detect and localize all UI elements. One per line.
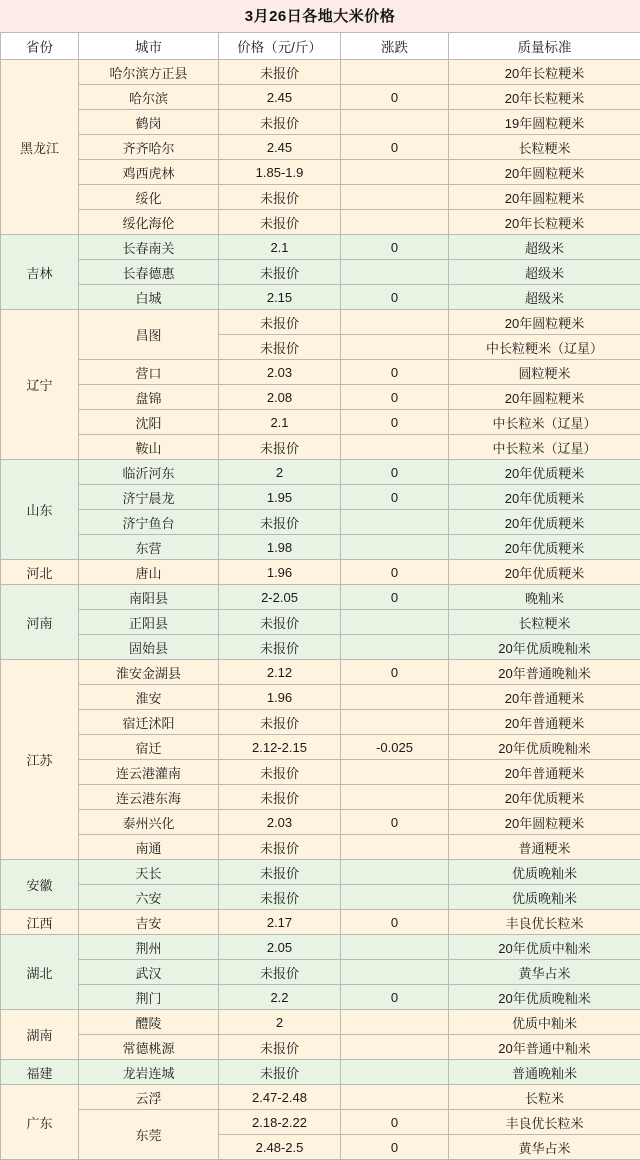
change-cell	[341, 860, 449, 885]
table-row	[1, 185, 640, 210]
city-cell: 南阳县	[79, 585, 219, 610]
standard-cell: 20年普通粳米	[449, 760, 640, 785]
province-cell: 湖南	[1, 1010, 79, 1060]
standard-cell: 20年优质粳米	[449, 485, 640, 510]
change-cell: 0	[341, 585, 449, 610]
price-cell: 未报价	[219, 1060, 341, 1085]
table-row	[1, 835, 640, 860]
table-row	[1, 610, 640, 635]
price-cell: 未报价	[219, 185, 341, 210]
table-row	[1, 360, 640, 385]
standard-cell: 20年普通中籼米	[449, 1035, 640, 1060]
column-header-city: 城市	[79, 33, 219, 60]
table-row	[1, 85, 640, 110]
province-cell: 江西	[1, 910, 79, 935]
province-cell: 河南	[1, 585, 79, 660]
province-cell: 吉林	[1, 235, 79, 310]
price-cell: 2	[219, 460, 341, 485]
table-body	[1, 60, 640, 1160]
price-cell: 2.47-2.48	[219, 1085, 341, 1110]
city-cell: 常德桃源	[79, 1035, 219, 1060]
change-cell	[341, 1035, 449, 1060]
standard-cell: 20年优质粳米	[449, 785, 640, 810]
change-cell	[341, 310, 449, 335]
change-cell	[341, 685, 449, 710]
change-cell	[341, 210, 449, 235]
city-cell: 淮安金湖县	[79, 660, 219, 685]
city-cell: 泰州兴化	[79, 810, 219, 835]
standard-cell: 20年圆粒粳米	[449, 810, 640, 835]
price-cell: 未报价	[219, 860, 341, 885]
table-row	[1, 635, 640, 660]
table-row	[1, 710, 640, 735]
table-row	[1, 685, 640, 710]
standard-cell: 丰良优长粒米	[449, 910, 640, 935]
price-cell: 未报价	[219, 635, 341, 660]
table-row	[1, 210, 640, 235]
change-cell	[341, 885, 449, 910]
city-cell: 白城	[79, 285, 219, 310]
price-cell: 未报价	[219, 310, 341, 335]
table-header-row	[1, 33, 640, 60]
standard-cell: 中长粒米（辽星）	[449, 435, 640, 460]
city-cell: 济宁鱼台	[79, 510, 219, 535]
price-cell: 2.1	[219, 235, 341, 260]
standard-cell: 长粒粳米	[449, 610, 640, 635]
standard-cell: 20年长粒粳米	[449, 85, 640, 110]
price-cell: 2.08	[219, 385, 341, 410]
standard-cell: 20年圆粒粳米	[449, 160, 640, 185]
standard-cell: 20年优质粳米	[449, 510, 640, 535]
table-row	[1, 310, 640, 335]
price-cell: 1.96	[219, 685, 341, 710]
change-cell	[341, 260, 449, 285]
standard-cell: 中长粒粳米（辽星）	[449, 335, 640, 360]
city-cell: 连云港东海	[79, 785, 219, 810]
rice-price-table	[0, 32, 640, 1160]
city-cell: 吉安	[79, 910, 219, 935]
price-cell: 未报价	[219, 1035, 341, 1060]
city-cell: 天长	[79, 860, 219, 885]
province-cell: 黑龙江	[1, 60, 79, 235]
price-cell: 1.98	[219, 535, 341, 560]
province-cell: 辽宁	[1, 310, 79, 460]
city-cell: 营口	[79, 360, 219, 385]
change-cell: 0	[341, 485, 449, 510]
table-row	[1, 785, 640, 810]
price-cell: 未报价	[219, 210, 341, 235]
change-cell	[341, 835, 449, 860]
change-cell: 0	[341, 235, 449, 260]
city-cell: 南通	[79, 835, 219, 860]
table-row	[1, 385, 640, 410]
standard-cell: 20年优质晚籼米	[449, 985, 640, 1010]
city-cell: 哈尔滨	[79, 85, 219, 110]
table-row	[1, 235, 640, 260]
standard-cell: 优质晚籼米	[449, 885, 640, 910]
standard-cell: 超级米	[449, 260, 640, 285]
standard-cell: 黄华占米	[449, 1135, 640, 1160]
standard-cell: 20年优质粳米	[449, 560, 640, 585]
change-cell	[341, 435, 449, 460]
price-cell: 2.45	[219, 85, 341, 110]
change-cell: 0	[341, 135, 449, 160]
city-cell: 沈阳	[79, 410, 219, 435]
city-cell: 临沂河东	[79, 460, 219, 485]
standard-cell: 中长粒米（辽星）	[449, 410, 640, 435]
change-cell	[341, 1085, 449, 1110]
change-cell	[341, 935, 449, 960]
change-cell: 0	[341, 810, 449, 835]
standard-cell: 20年长粒粳米	[449, 210, 640, 235]
city-cell: 正阳县	[79, 610, 219, 635]
city-cell: 鞍山	[79, 435, 219, 460]
price-cell: 2-2.05	[219, 585, 341, 610]
city-cell: 济宁晨龙	[79, 485, 219, 510]
table-row	[1, 760, 640, 785]
price-cell: 未报价	[219, 260, 341, 285]
standard-cell: 黄华占米	[449, 960, 640, 985]
price-cell: 2	[219, 1010, 341, 1035]
standard-cell: 长粒米	[449, 1085, 640, 1110]
price-cell: 1.95	[219, 485, 341, 510]
table-row	[1, 1085, 640, 1110]
table-row	[1, 660, 640, 685]
city-cell: 醴陵	[79, 1010, 219, 1035]
table-row	[1, 735, 640, 760]
table-row	[1, 1060, 640, 1085]
price-cell: 未报价	[219, 510, 341, 535]
table-row	[1, 985, 640, 1010]
price-cell: 未报价	[219, 835, 341, 860]
standard-cell: 优质晚籼米	[449, 860, 640, 885]
city-cell: 荆州	[79, 935, 219, 960]
province-cell: 江苏	[1, 660, 79, 860]
table-row	[1, 160, 640, 185]
change-cell	[341, 760, 449, 785]
table-row	[1, 1110, 640, 1135]
standard-cell: 20年优质中籼米	[449, 935, 640, 960]
change-cell	[341, 785, 449, 810]
column-header-change: 涨跌	[341, 33, 449, 60]
city-cell: 唐山	[79, 560, 219, 585]
table-row	[1, 535, 640, 560]
price-cell: 未报价	[219, 710, 341, 735]
city-cell: 六安	[79, 885, 219, 910]
city-cell: 长春德惠	[79, 260, 219, 285]
table-row	[1, 860, 640, 885]
price-cell: 2.45	[219, 135, 341, 160]
province-cell: 广东	[1, 1085, 79, 1160]
change-cell	[341, 710, 449, 735]
change-cell	[341, 510, 449, 535]
table-row	[1, 960, 640, 985]
price-cell: 未报价	[219, 435, 341, 460]
table-row	[1, 585, 640, 610]
change-cell	[341, 60, 449, 85]
city-cell: 昌图	[79, 310, 219, 360]
table-row	[1, 285, 640, 310]
standard-cell: 圆粒粳米	[449, 360, 640, 385]
price-cell: 2.48-2.5	[219, 1135, 341, 1160]
table-row	[1, 60, 640, 85]
column-header-standard: 质量标准	[449, 33, 640, 60]
change-cell: 0	[341, 985, 449, 1010]
standard-cell: 20年普通粳米	[449, 710, 640, 735]
price-cell: 2.15	[219, 285, 341, 310]
price-cell: 未报价	[219, 960, 341, 985]
table-row	[1, 410, 640, 435]
province-cell: 福建	[1, 1060, 79, 1085]
city-cell: 东营	[79, 535, 219, 560]
price-cell: 2.17	[219, 910, 341, 935]
standard-cell: 19年圆粒粳米	[449, 110, 640, 135]
price-cell: 2.03	[219, 810, 341, 835]
price-cell: 未报价	[219, 60, 341, 85]
change-cell	[341, 960, 449, 985]
city-cell: 鹤岗	[79, 110, 219, 135]
price-cell: 1.85-1.9	[219, 160, 341, 185]
change-cell: 0	[341, 285, 449, 310]
table-row	[1, 810, 640, 835]
change-cell: 0	[341, 660, 449, 685]
city-cell: 云浮	[79, 1085, 219, 1110]
table-header	[1, 33, 640, 60]
standard-cell: 普通粳米	[449, 835, 640, 860]
city-cell: 淮安	[79, 685, 219, 710]
standard-cell: 普通晚籼米	[449, 1060, 640, 1085]
standard-cell: 长粒粳米	[449, 135, 640, 160]
change-cell: 0	[341, 910, 449, 935]
province-cell: 河北	[1, 560, 79, 585]
province-cell: 安徽	[1, 860, 79, 910]
standard-cell: 20年优质晚籼米	[449, 735, 640, 760]
table-row	[1, 1010, 640, 1035]
price-cell: 2.03	[219, 360, 341, 385]
city-cell: 东莞	[79, 1110, 219, 1160]
city-cell: 鸡西虎林	[79, 160, 219, 185]
city-cell: 宿迁	[79, 735, 219, 760]
city-cell: 绥化	[79, 185, 219, 210]
city-cell: 哈尔滨方正县	[79, 60, 219, 85]
city-cell: 连云港灌南	[79, 760, 219, 785]
change-cell: -0.025	[341, 735, 449, 760]
city-cell: 绥化海伦	[79, 210, 219, 235]
standard-cell: 20年普通粳米	[449, 685, 640, 710]
standard-cell: 20年优质晚籼米	[449, 635, 640, 660]
change-cell: 0	[341, 410, 449, 435]
table-row	[1, 260, 640, 285]
city-cell: 固始县	[79, 635, 219, 660]
change-cell: 0	[341, 460, 449, 485]
standard-cell: 20年普通晚籼米	[449, 660, 640, 685]
standard-cell: 20年优质粳米	[449, 535, 640, 560]
table-row	[1, 1035, 640, 1060]
change-cell	[341, 160, 449, 185]
price-cell: 未报价	[219, 760, 341, 785]
column-header-province: 省份	[1, 33, 79, 60]
change-cell	[341, 110, 449, 135]
table-row	[1, 910, 640, 935]
city-cell: 荆门	[79, 985, 219, 1010]
standard-cell: 20年圆粒粳米	[449, 310, 640, 335]
price-cell: 2.18-2.22	[219, 1110, 341, 1135]
column-header-price: 价格（元/斤）	[219, 33, 341, 60]
change-cell	[341, 610, 449, 635]
table-row	[1, 460, 640, 485]
change-cell: 0	[341, 560, 449, 585]
city-cell: 宿迁沭阳	[79, 710, 219, 735]
table-row	[1, 885, 640, 910]
city-cell: 长春南关	[79, 235, 219, 260]
change-cell: 0	[341, 1110, 449, 1135]
table-row	[1, 560, 640, 585]
change-cell	[341, 1060, 449, 1085]
table-row	[1, 935, 640, 960]
standard-cell: 20年圆粒粳米	[449, 185, 640, 210]
change-cell	[341, 1010, 449, 1035]
province-cell: 湖北	[1, 935, 79, 1010]
standard-cell: 超级米	[449, 235, 640, 260]
standard-cell: 超级米	[449, 285, 640, 310]
price-cell: 2.05	[219, 935, 341, 960]
change-cell	[341, 635, 449, 660]
standard-cell: 优质中籼米	[449, 1010, 640, 1035]
city-cell: 武汉	[79, 960, 219, 985]
change-cell: 0	[341, 385, 449, 410]
standard-cell: 20年长粒粳米	[449, 60, 640, 85]
standard-cell: 晚籼米	[449, 585, 640, 610]
price-cell: 未报价	[219, 785, 341, 810]
price-cell: 未报价	[219, 610, 341, 635]
table-row	[1, 135, 640, 160]
price-cell: 2.2	[219, 985, 341, 1010]
change-cell: 0	[341, 85, 449, 110]
standard-cell: 丰良优长粒米	[449, 1110, 640, 1135]
table-row	[1, 435, 640, 460]
table-row	[1, 485, 640, 510]
standard-cell: 20年优质粳米	[449, 460, 640, 485]
change-cell	[341, 535, 449, 560]
change-cell	[341, 335, 449, 360]
price-cell: 未报价	[219, 885, 341, 910]
price-cell: 1.96	[219, 560, 341, 585]
change-cell: 0	[341, 1135, 449, 1160]
page-title: 3月26日各地大米价格	[0, 0, 640, 32]
table-row	[1, 510, 640, 535]
price-cell: 2.12	[219, 660, 341, 685]
price-cell: 2.12-2.15	[219, 735, 341, 760]
price-cell: 2.1	[219, 410, 341, 435]
city-cell: 盘锦	[79, 385, 219, 410]
table-row	[1, 110, 640, 135]
city-cell: 龙岩连城	[79, 1060, 219, 1085]
price-cell: 未报价	[219, 110, 341, 135]
standard-cell: 20年圆粒粳米	[449, 385, 640, 410]
province-cell: 山东	[1, 460, 79, 560]
price-cell: 未报价	[219, 335, 341, 360]
change-cell: 0	[341, 360, 449, 385]
change-cell	[341, 185, 449, 210]
city-cell: 齐齐哈尔	[79, 135, 219, 160]
